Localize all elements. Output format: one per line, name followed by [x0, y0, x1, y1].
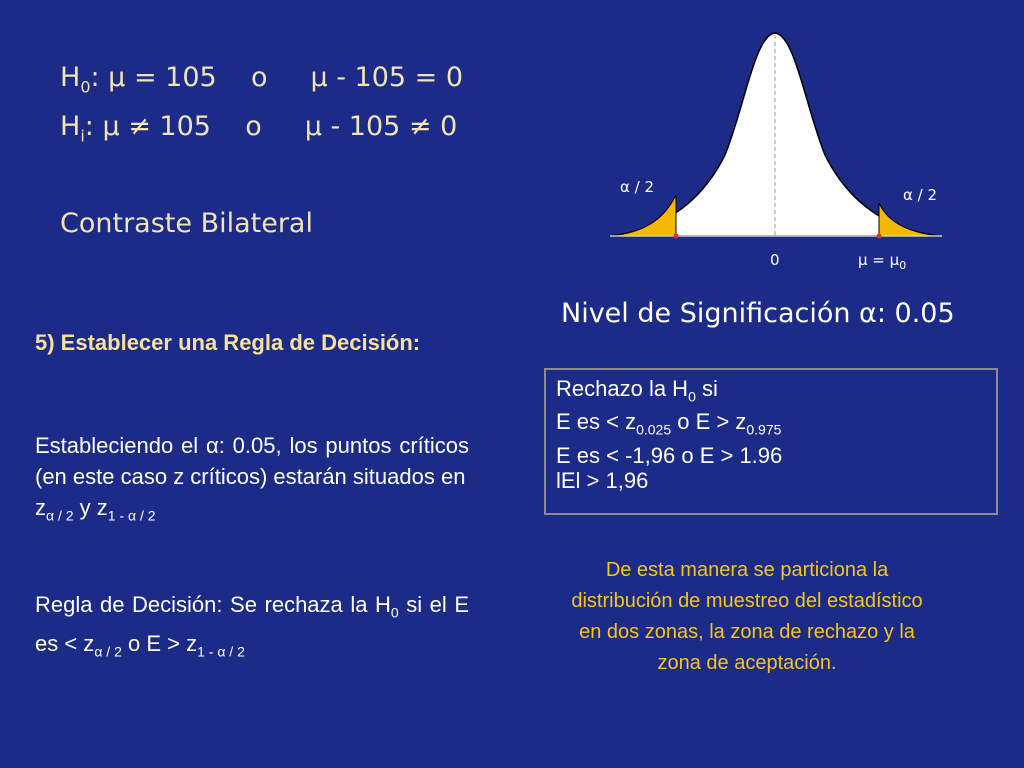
- step-title: 5) Establecer una Regla de Decisión:: [35, 330, 421, 355]
- rule-line-4: lEl > 1,96: [556, 467, 649, 493]
- left-critical-point: [674, 234, 679, 239]
- partition-note: De esta manera se particiona la distribución de muestreo del estadístico en dos zonas, la zona de rechazo y la zona de aceptación.: [571, 559, 923, 674]
- alternative-hypothesis: $H_i$: μ ≠ 105 o μ - 105 ≠ 0: [60, 111, 458, 146]
- alpha-left-label: α / 2: [620, 178, 655, 196]
- significance-level: Nivel de Significación α: 0.05: [561, 298, 955, 329]
- critical-points-paragraph: Estableciendo el α: 0.05, los puntos críticos (en este caso z críticos) estarán situados en $z_{\alpha / 2}$ y $z_{1 - \alpha / 2}$: [35, 433, 469, 524]
- mu-label: $\mu = \mu_0$: [858, 251, 907, 272]
- null-hypothesis: $H_0$: μ = 105 o μ - 105 = 0: [60, 62, 464, 97]
- alpha-right-label: α / 2: [903, 186, 938, 204]
- normal-distribution-diagram: [600, 25, 960, 280]
- decision-rule-paragraph: Regla de Decisión: Se rechaza la $H_0$ si el E es < $z_{\alpha / 2}$ o $E > z_{1 - \alpha / 2}$: [35, 592, 470, 660]
- rule-line-1: Rechazo la $H_0$ si: [556, 376, 718, 405]
- rule-line-3: E es < -1,96 o E > 1.96: [556, 442, 783, 468]
- left-rejection-tail: [610, 195, 676, 236]
- rule-line-2: E es < $z_{0.025}$ o $E > z_{0.975}$: [556, 409, 782, 438]
- right-critical-point: [877, 234, 882, 239]
- right-rejection-tail: [879, 203, 940, 236]
- rejection-rule-box: [544, 368, 998, 515]
- zero-label: 0: [770, 251, 780, 269]
- contraste-title: Contraste Bilateral: [60, 208, 313, 239]
